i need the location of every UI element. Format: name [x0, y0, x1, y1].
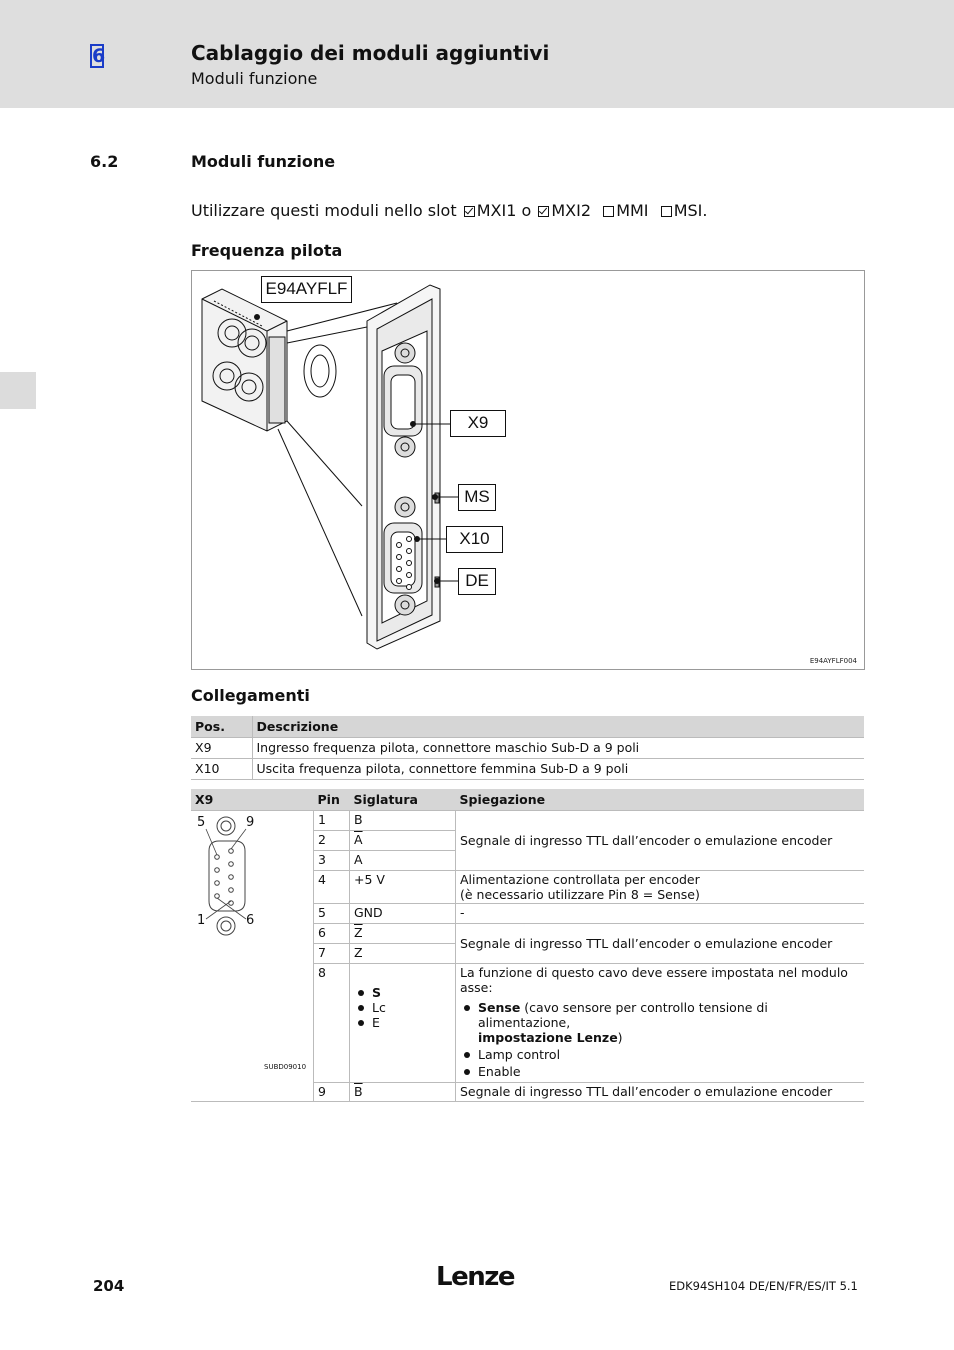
explanation-cell: Segnale di ingresso TTL dall’encoder o emulazione encoder	[456, 1082, 865, 1101]
table-cell: Ingresso frequenza pilota, connettore maschio Sub-D a 9 poli	[252, 737, 864, 758]
document-code: EDK94SH104 DE/EN/FR/ES/IT 5.1	[669, 1279, 858, 1293]
pin-cell: 9	[314, 1082, 350, 1101]
figure-heading: Frequenza pilota	[191, 241, 343, 260]
pin-cell: 3	[314, 850, 350, 870]
slot-mxi2: MXI2	[551, 201, 592, 220]
signal-cell	[350, 923, 456, 943]
signal-item: Lc	[354, 1000, 451, 1015]
connector-pinout-cell	[191, 810, 314, 1101]
pin-cell: 7	[314, 943, 350, 963]
module-label: E94AYFLF	[261, 276, 352, 303]
callout-x9: X9	[450, 410, 506, 437]
signal-cell: +5 V	[350, 870, 456, 903]
pin-label-6: 6	[246, 912, 255, 928]
signal-text: $\overline{Z}$	[354, 924, 363, 940]
table-cell: X9	[191, 737, 252, 758]
pin-label-9: 9	[246, 814, 255, 830]
pin-cell: 8	[314, 963, 350, 1082]
module-figure	[191, 270, 865, 670]
explanation-cell	[456, 963, 865, 1082]
signal-item: S	[354, 985, 451, 1000]
chapter-number[interactable]: 6	[92, 45, 106, 67]
slot-mmi: MMI	[616, 201, 649, 220]
chapter-title: Cablaggio dei moduli aggiuntivi	[191, 41, 550, 65]
column-header: Spiegazione	[456, 789, 865, 810]
signal-cell: A	[350, 850, 456, 870]
slot-mxi1: MXI1 o	[476, 201, 532, 220]
explanation-cell: Segnale di ingresso TTL dall’encoder o emulazione encoder	[456, 810, 865, 870]
column-header: Siglatura	[350, 789, 456, 810]
explanation-cell: Segnale di ingresso TTL dall’encoder o emulazione encoder	[456, 923, 865, 963]
connections-table	[191, 716, 864, 780]
signal-cell	[350, 963, 456, 1082]
column-header: Pos.	[191, 716, 252, 737]
slot-msi: MSI.	[673, 201, 708, 220]
signal-cell: GND	[350, 903, 456, 923]
slot-usage-line	[191, 201, 707, 220]
explanation-line: (è necessario utilizzare Pin 8 = Sense)	[460, 886, 700, 902]
signal-cell: Z	[350, 943, 456, 963]
diagram-code: SUBD09010	[264, 1062, 307, 1071]
signal-text: $\overline{B}$	[354, 1083, 363, 1099]
side-thumb-tab	[0, 372, 36, 409]
pin-cell: 2	[314, 830, 350, 850]
table-cell: Uscita frequenza pilota, connettore femmina Sub-D a 9 poli	[252, 758, 864, 779]
signal-cell	[350, 1082, 456, 1101]
signal-cell	[350, 830, 456, 850]
table-cell: X10	[191, 758, 252, 779]
explanation-line: Alimentazione controllata per encoder	[460, 871, 700, 887]
callout-x10: X10	[446, 526, 503, 553]
pin-cell: 4	[314, 870, 350, 903]
callout-de: DE	[458, 568, 496, 595]
explanation-cell: -	[456, 903, 865, 923]
slot-prefix: Utilizzare questi moduli nello slot	[191, 201, 457, 220]
column-header: Pin	[314, 789, 350, 810]
table-header-row	[191, 789, 864, 810]
table-header-row	[191, 716, 864, 737]
pin-cell: 1	[314, 810, 350, 830]
explanation-cell	[456, 870, 865, 903]
pin-cell: 6	[314, 923, 350, 943]
page-number: 204	[93, 1277, 125, 1295]
column-header: X9	[191, 789, 314, 810]
connections-heading: Collegamenti	[191, 686, 310, 705]
sense-text: (cavo sensore per controllo tensione di alimentazione,	[478, 999, 768, 1030]
table-row	[191, 810, 864, 830]
page-header	[0, 0, 954, 108]
checkbox-checked-icon	[464, 206, 475, 217]
signal-item: E	[354, 1015, 451, 1030]
section-title: Moduli funzione	[191, 152, 336, 171]
explanation-line: La funzione di questo cavo deve essere impostata nel modulo asse:	[460, 964, 848, 995]
list-item	[460, 1000, 860, 1045]
sense-lenze-label: impostazione Lenze	[478, 1029, 618, 1045]
list-item: Lamp control	[460, 1047, 860, 1062]
pin-label-5: 5	[197, 814, 206, 830]
table-row	[191, 758, 864, 779]
section-number: 6.2	[90, 152, 119, 171]
table-row	[191, 737, 864, 758]
sense-label: Sense	[478, 999, 521, 1015]
checkbox-empty-icon	[661, 206, 672, 217]
pin-label-1: 1	[197, 912, 206, 928]
callout-ms: MS	[458, 484, 496, 511]
column-header: Descrizione	[252, 716, 864, 737]
figure-code: E94AYFLF004	[809, 657, 857, 665]
chapter-subtitle: Moduli funzione	[191, 69, 318, 88]
signal-text: $\overline{A}$	[354, 831, 363, 847]
module-drawing	[192, 271, 866, 671]
lenze-logo: Lenze	[436, 1262, 514, 1292]
pin-cell: 5	[314, 903, 350, 923]
list-item: Enable	[460, 1064, 860, 1079]
sense-close: )	[617, 1029, 623, 1045]
checkbox-checked-icon	[538, 206, 549, 217]
signal-cell: B	[350, 810, 456, 830]
pinout-table	[191, 789, 864, 1102]
checkbox-empty-icon	[603, 206, 614, 217]
